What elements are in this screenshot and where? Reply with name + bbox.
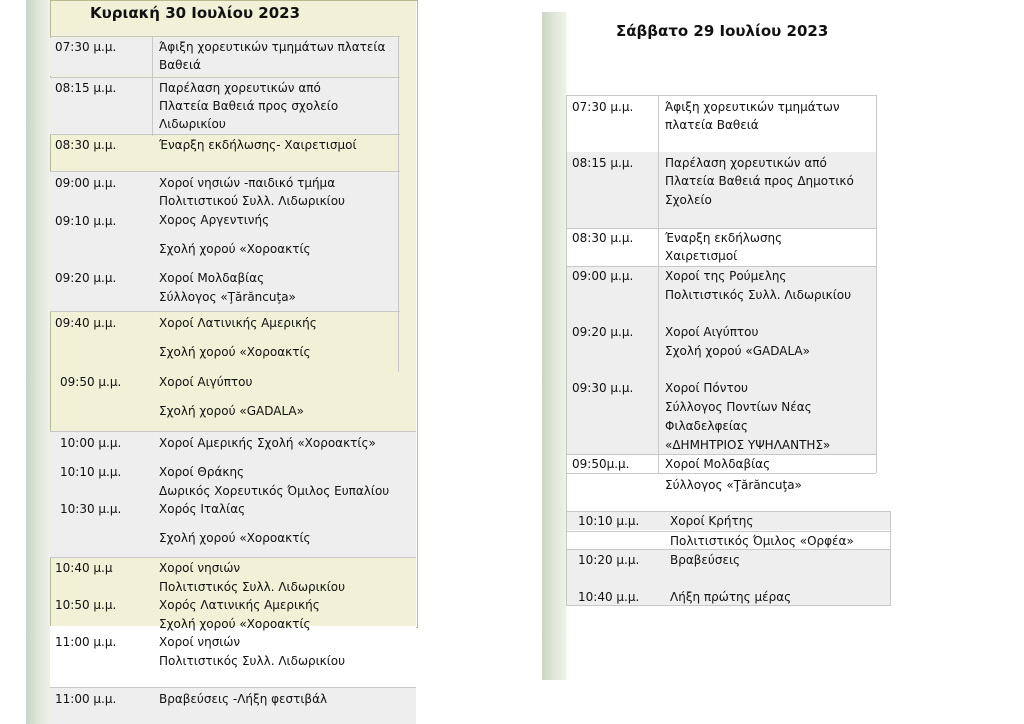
sunday-event: Άφιξη χορευτικών τμημάτων πλατεία — [159, 40, 386, 54]
sunday-event: Σύλλογος «Ţărăncuţa» — [159, 290, 296, 304]
sunday-event: Δωρικός Χορευτικός Όμιλος Ευπαλίου — [159, 484, 390, 498]
sunday-event: Χοροί Μολδαβίας — [159, 271, 265, 285]
sunday-event: Χοροί Αιγύπτου — [159, 375, 253, 389]
sunday-event: Έναρξη εκδήλωσης- Χαιρετισμοί — [159, 138, 357, 152]
sunday-time: 10:00 μ.μ. — [60, 436, 122, 450]
sunday-event: Σχολή χορού «GADALA» — [159, 404, 304, 418]
sunday-event: Πλατεία Βαθειά προς σχολείο — [159, 99, 339, 113]
saturday-event: Σύλλογος «Ţărăncuţa» — [665, 478, 802, 492]
sunday-time: 09:00 μ.μ. — [55, 176, 117, 190]
saturday-time: 08:15 μ.μ. — [572, 156, 634, 170]
saturday-event: Χαιρετισμοί — [665, 249, 738, 263]
sunday-event: Σχολή χορού «Χοροακτίς — [159, 617, 311, 631]
saturday-event: Χοροί Αιγύπτου — [665, 325, 759, 339]
sunday-event: Σχολή χορού «Χοροακτίς — [159, 531, 311, 545]
saturday-event: Χοροί της Ρούμελης — [665, 269, 787, 283]
sunday-time: 09:10 μ.μ. — [55, 214, 117, 228]
saturday-time: 09:00 μ.μ. — [572, 269, 634, 283]
saturday-event: πλατεία Βαθειά — [665, 118, 759, 132]
saturday-time: 07:30 μ.μ. — [572, 100, 634, 114]
saturday-event: Βραβεύσεις — [670, 553, 741, 567]
sunday-event: Χοροί νησιών — [159, 635, 241, 649]
saturday-time: 10:40 μ.μ. — [578, 590, 640, 604]
saturday-event: «ΔΗΜΗΤΡΙΟΣ ΥΨΗΛΑΝΤΗΣ» — [665, 438, 831, 452]
sunday-event: Λιδωρικίου — [159, 117, 226, 131]
sunday-time: 10:40 μ.μ — [55, 561, 113, 575]
sunday-event: Παρέλαση χορευτικών από — [159, 81, 321, 95]
sunday-time: 10:50 μ.μ. — [55, 598, 117, 612]
sunday-event: Βραβεύσεις -Λήξη φεστιβάλ — [159, 692, 328, 706]
saturday-time: 10:20 μ.μ. — [578, 553, 640, 567]
saturday-event: Πολιτιστικός Όμιλος «Ορφέα» — [670, 534, 854, 548]
sunday-event: Βαθειά — [159, 58, 201, 72]
sunday-event: Χοροί νησιών -παιδικό τμήμα — [159, 176, 336, 190]
saturday-event: Έναρξη εκδήλωσης — [665, 231, 783, 245]
saturday-title: Σάββατο 29 Ιουλίου 2023 — [616, 22, 829, 40]
sunday-event: Χορός Λατινικής Αμερικής — [159, 598, 320, 612]
sunday-event: Πολιτιστικός Συλλ. Λιδωρικίου — [159, 654, 346, 668]
saturday-event: Παρέλαση χορευτικών από — [665, 156, 827, 170]
right-decorative-bar — [542, 12, 566, 680]
saturday-event: Λήξη πρώτης μέρας — [670, 590, 792, 604]
sunday-time: 09:40 μ.μ. — [55, 316, 117, 330]
saturday-event: Χοροί Πόντου — [665, 381, 748, 395]
saturday-event: Σχολή χορού «GADALA» — [665, 344, 810, 358]
sunday-time: 08:30 μ.μ. — [55, 138, 117, 152]
saturday-event: Πολιτιστικός Συλλ. Λιδωρικίου — [665, 288, 852, 302]
saturday-event: Χοροί Κρήτης — [670, 514, 754, 528]
sunday-time: 09:20 μ.μ. — [55, 271, 117, 285]
sunday-time: 11:00 μ.μ. — [55, 692, 117, 706]
sunday-time: 10:10 μ.μ. — [60, 465, 122, 479]
sunday-event: Χορός Ιταλίας — [159, 502, 246, 516]
sunday-event: Χοροί νησιών — [159, 561, 241, 575]
saturday-time: 09:20 μ.μ. — [572, 325, 634, 339]
saturday-time: 08:30 μ.μ. — [572, 231, 634, 245]
sunday-time: 09:50 μ.μ. — [60, 375, 122, 389]
sunday-event: Πολιτιστικός Συλλ. Λιδωρικίου — [159, 580, 346, 594]
sunday-title: Κυριακή 30 Ιουλίου 2023 — [90, 4, 301, 22]
saturday-event: Άφιξη χορευτικών τμημάτων — [665, 100, 840, 114]
sunday-time: 10:30 μ.μ. — [60, 502, 122, 516]
saturday-event: Πλατεία Βαθειά προς Δημοτικό — [665, 174, 854, 188]
sunday-event: Χορος Αργεντινής — [159, 213, 270, 227]
sunday-event: Σχολή χορού «Χοροακτίς — [159, 242, 311, 256]
saturday-event: Χοροί Μολδαβίας — [665, 457, 771, 471]
sunday-time: 08:15 μ.μ. — [55, 81, 117, 95]
sunday-event: Χοροί Λατινικής Αμερικής — [159, 316, 317, 330]
saturday-time: 09:50μ.μ. — [572, 457, 630, 471]
saturday-time: 10:10 μ.μ. — [578, 514, 640, 528]
sunday-time: 07:30 μ.μ. — [55, 40, 117, 54]
saturday-event: Σχολείο — [665, 193, 712, 207]
sunday-event: Σχολή χορού «Χοροακτίς — [159, 345, 311, 359]
left-decorative-bar — [26, 0, 50, 724]
saturday-event: Φιλαδελφείας — [665, 419, 748, 433]
saturday-time: 09:30 μ.μ. — [572, 381, 634, 395]
saturday-event: Σύλλογος Ποντίων Νέας — [665, 400, 812, 414]
sunday-time: 11:00 μ.μ. — [55, 635, 117, 649]
sunday-event: Χοροί Θράκης — [159, 465, 245, 479]
sunday-event: Χοροί Αμερικής Σχολή «Χοροακτίς» — [159, 436, 376, 450]
sunday-event: Πολιτιστικού Συλλ. Λιδωρικίου — [159, 194, 345, 208]
